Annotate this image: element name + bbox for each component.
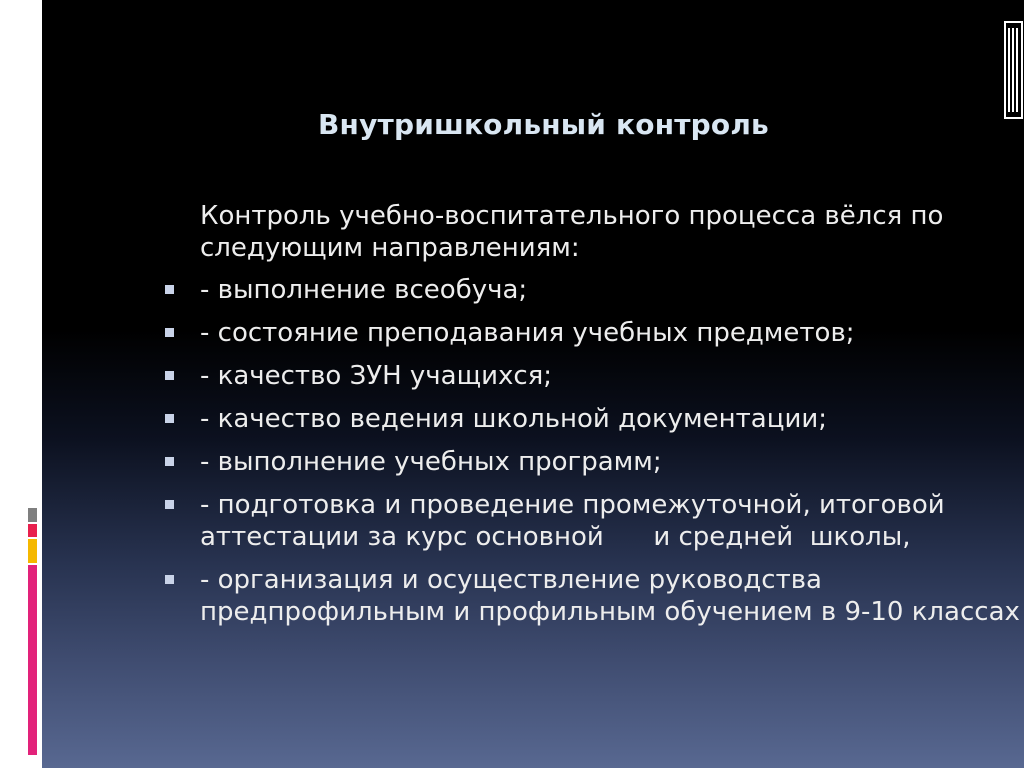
slide (42, 0, 1024, 768)
slide-body (42, 200, 1024, 639)
square-bullet-icon (165, 371, 174, 380)
list-item (200, 489, 1020, 553)
list-item-text: - качество ведения школьной документации; (200, 404, 827, 434)
square-bullet-icon (165, 414, 174, 423)
slide-left-margin (0, 0, 42, 768)
intro-text: Контроль учебно-воспитательного процесса вёлся по следующим направлениям: (200, 201, 944, 263)
list-item-text: - качество ЗУН учащихся; (200, 361, 553, 391)
accent-bar-red (28, 524, 37, 537)
accent-bar-pink (28, 565, 37, 755)
square-bullet-icon (165, 500, 174, 509)
square-bullet-icon (165, 457, 174, 466)
list-item-text: - выполнение всеобуча; (200, 275, 528, 305)
square-bullet-icon (165, 328, 174, 337)
list-item-text: - подготовка и проведение промежуточной, итоговой аттестации за курс основной и средней школы, (200, 490, 953, 552)
list-item (200, 360, 1020, 392)
accent-bar-yellow (28, 539, 37, 563)
accent-bar-gray (28, 508, 37, 522)
list-item (200, 317, 1020, 349)
list-item (200, 564, 1020, 628)
square-bullet-icon (165, 575, 174, 584)
list-item-text: - организация и осуществление руководства предпрофильным и профильным обучением в 9-10 классах (200, 565, 1020, 627)
list-item (200, 403, 1020, 435)
list-item (200, 274, 1020, 306)
document-stack-icon (1001, 20, 1024, 120)
list-item-text: - выполнение учебных программ; (200, 447, 662, 477)
slide-title: Внутришкольный контроль (318, 108, 769, 141)
list-item-text: - состояние преподавания учебных предметов; (200, 318, 855, 348)
list-item (200, 446, 1020, 478)
square-bullet-icon (165, 285, 174, 294)
bullet-list (42, 274, 1024, 628)
